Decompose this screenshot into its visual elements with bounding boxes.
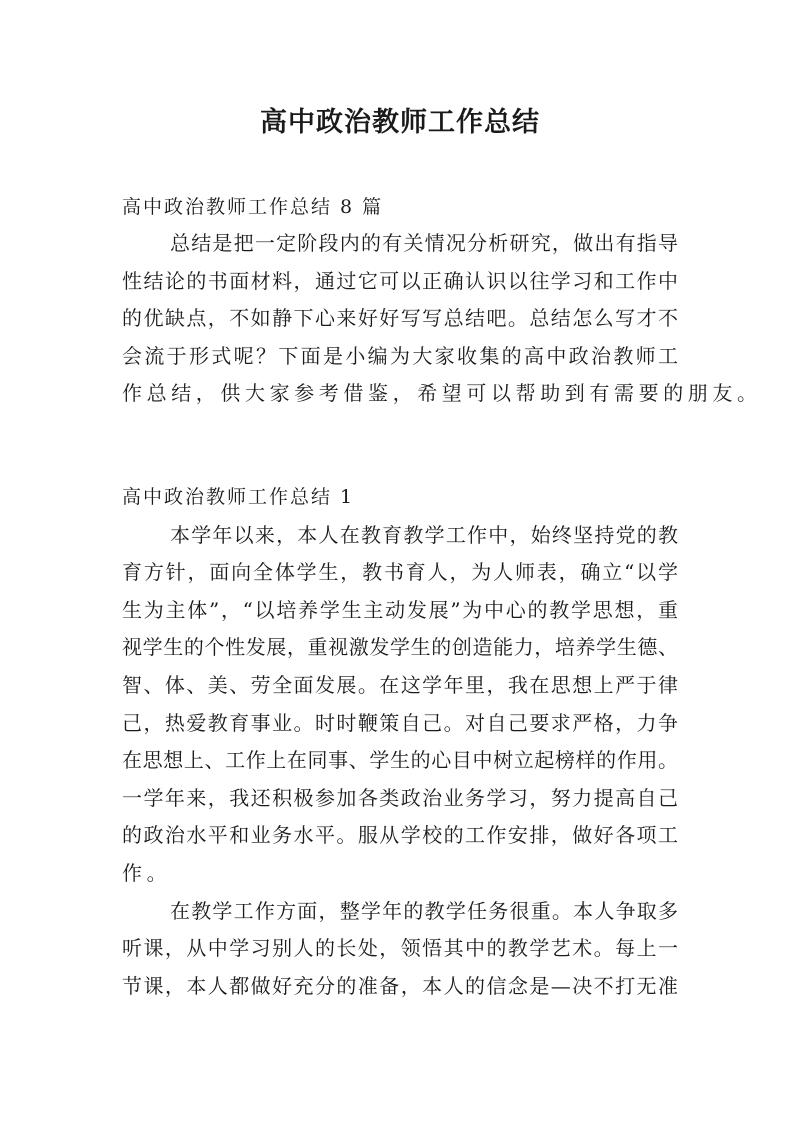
text-line: 育方针，面向全体学生，教书育人，为人师表，确立“以学 — [122, 560, 678, 585]
text-line: 节课，本人都做好充分的准备，本人的信念是—决不打无准 — [122, 973, 678, 998]
section-1-paragraph-1 — [122, 517, 678, 893]
text-line: 作总结，供大家参考借鉴，希望可以帮助到有需要的朋友。 — [122, 381, 762, 406]
text-line: 本学年以来，本人在教育教学工作中，始终坚持党的教 — [170, 522, 678, 547]
text-line: 生为主体”，“以培养学生主动发展”为中心的教学思想，重 — [122, 597, 678, 622]
text-line: 听课，从中学习别人的长处，领悟其中的教学艺术。每上一 — [122, 936, 678, 961]
text-line: 在思想上、工作上在同事、学生的心目中树立起榜样的作用。 — [122, 748, 678, 773]
text-line: 智、体、美、劳全面发展。在这学年里，我在思想上严于律 — [122, 672, 678, 697]
text-line: 作。 — [122, 860, 172, 885]
text-line: 己，热爱教育事业。时时鞭策自己。对自己要求严格，力争 — [122, 710, 678, 735]
document-subtitle: 高中政治教师工作总结 8 篇 — [122, 196, 384, 218]
section-1 — [122, 479, 678, 1005]
text-line: 会流于形式呢？下面是小编为大家收集的高中政治教师工 — [122, 343, 678, 368]
text-line: 在教学工作方面，整学年的教学任务很重。本人争取多 — [170, 898, 678, 923]
text-line: 视学生的个性发展，重视激发学生的创造能力，培养学生德、 — [122, 635, 678, 660]
text-line: 的政治水平和业务水平。服从学校的工作安排，做好各项工 — [122, 823, 678, 848]
text-line: 总结是把一定阶段内的有关情况分析研究，做出有指导 — [170, 231, 678, 255]
text-line: 的优缺点，不如静下心来好好写写总结吧。总结怎么写才不 — [122, 306, 678, 331]
text-line: 一学年来，我还积极参加各类政治业务学习，努力提高自己 — [122, 785, 678, 810]
section-1-paragraph-2 — [122, 893, 678, 1006]
document-title: 高中政治教师工作总结 — [260, 107, 540, 138]
text-line: 性结论的书面材料，通过它可以正确认识以往学习和工作中 — [122, 268, 678, 293]
intro-paragraph — [122, 225, 762, 413]
section-1-heading: 高中政治教师工作总结 1 — [122, 486, 355, 508]
